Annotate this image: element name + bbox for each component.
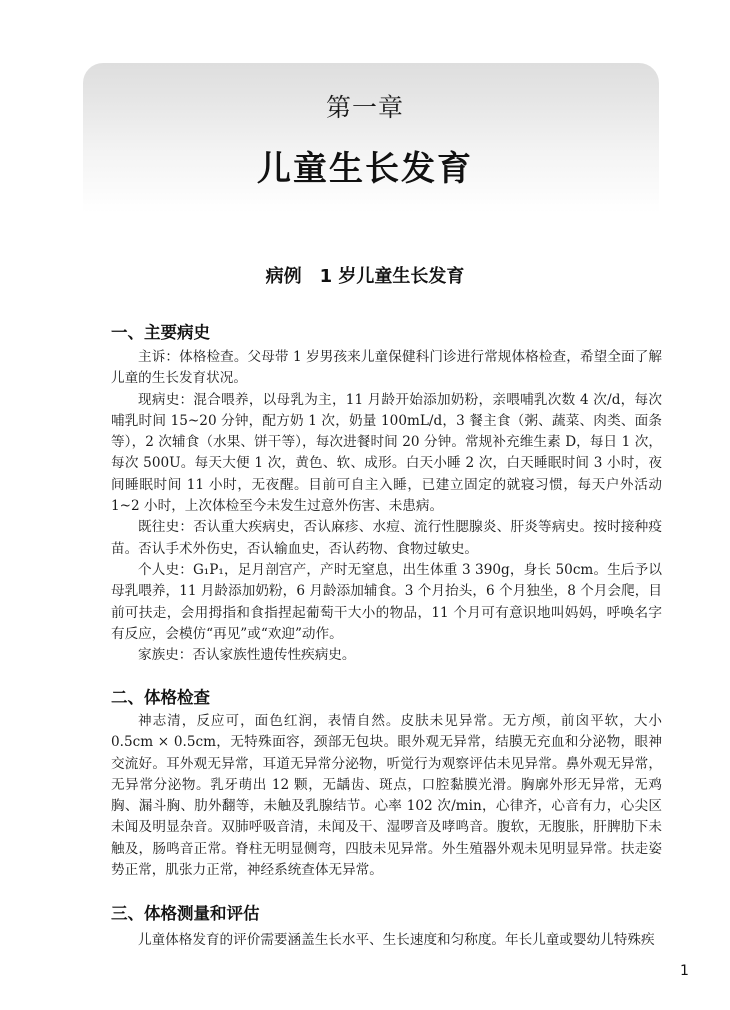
section-measurement-body [111, 930, 662, 951]
section-heading-history: 一、主要病史 [111, 323, 210, 342]
case-title [0, 262, 730, 288]
paragraph-chief-complaint: 主诉：体格检查。父母带 1 岁男孩来儿童保健科门诊进行常规体格检查，希望全面了解儿童的生长发育状况。 [111, 349, 662, 387]
paragraph-family-history: 家族史：否认家族性遗传性疾病史。 [138, 647, 356, 664]
chapter-banner [83, 63, 659, 213]
paragraph-present-illness: 现病史：混合喂养，以母乳为主，11 月龄开始添加奶粉，亲喂哺乳次数 4 次/d，每次哺乳时间 15~20 分钟，配方奶 1 次，奶量 100mL/d，3 餐主食（粥、蔬菜、肉类、面条等），2 次辅食（水果、饼干等），每次进餐时间 20 分钟。常规补充维生素 D，每日 1 次，每次 500U。每天大便 1 次，黄色、软、成形。白天小睡 2 次，白天睡眠时间 3 小时，夜间睡眠时间 11 小时，无夜醒。目前可自主入睡，已建立固定的就寝习惯，每天户外活动 1~2 小时，上次体检至今未发生过意外伤害、未患病。 [111, 391, 662, 515]
section-history-body [111, 347, 662, 666]
paragraph-physical-exam: 神志清，反应可，面色红润，表情自然。皮肤未见异常。无方颅，前囟平软，大小 0.5cm × 0.5cm，无特殊面容，颈部无包块。眼外观无异常，结膜无充血和分泌物，眼神交流好。耳外观无异常，耳道无异常分泌物，听觉行为观察评估未见异常。鼻外观无异常，无异常分泌物。乳牙萌出 12 颗，无龋齿、斑点，口腔黏膜光滑。胸廓外形无异常，无鸡胸、漏斗胸、肋外翻等，未触及乳腺结节。心率 102 次/min，心律齐，心音有力，心尖区未闻及明显杂音。双肺呼吸音清，未闻及干、湿啰音及哮鸣音。腹软，无腹胀，肝脾肋下未触及，肠鸣音正常。脊柱无明显侧弯，四肢未见异常。外生殖器外观未见明显异常。扶走姿势正常，肌张力正常，神经系统查体无异常。 [111, 713, 662, 879]
paragraph-personal-history: 个人史：G₁P₁，足月剖宫产，产时无窒息，出生体重 3 390g，身长 50cm。生后予以母乳喂养，11 月龄添加奶粉，6 月龄添加辅食。3 个月抬头，6 个月独坐，8 个月会爬，目前可扶走，会用拇指和食指捏起葡萄干大小的物品，11 个月可有意识地叫妈妈，呼唤名字有反应，会模仿“再见”或“欢迎”动作。 [111, 561, 662, 642]
section-heading-measurement: 三、体格测量和评估 [111, 904, 260, 923]
section-heading-physical-exam: 二、体格检查 [111, 688, 210, 707]
section-physical-exam-body [111, 711, 662, 881]
chapter-number: 第一章 [325, 93, 404, 122]
page-number: 1 [680, 963, 689, 979]
paragraph-past-history: 既往史：否认重大疾病史，否认麻疹、水痘、流行性腮腺炎、肝炎等病史。按时接种疫苗。否认手术外伤史，否认输血史，否认药物、食物过敏史。 [111, 519, 662, 557]
chapter-title: 儿童生长发育 [257, 149, 473, 189]
case-label: 病例 [265, 266, 302, 287]
paragraph-measurement: 儿童体格发育的评价需要涵盖生长水平、生长速度和匀称度。年长儿童或婴幼儿特殊疾 [138, 932, 655, 948]
case-title-text: 1 岁儿童生长发育 [319, 266, 465, 287]
